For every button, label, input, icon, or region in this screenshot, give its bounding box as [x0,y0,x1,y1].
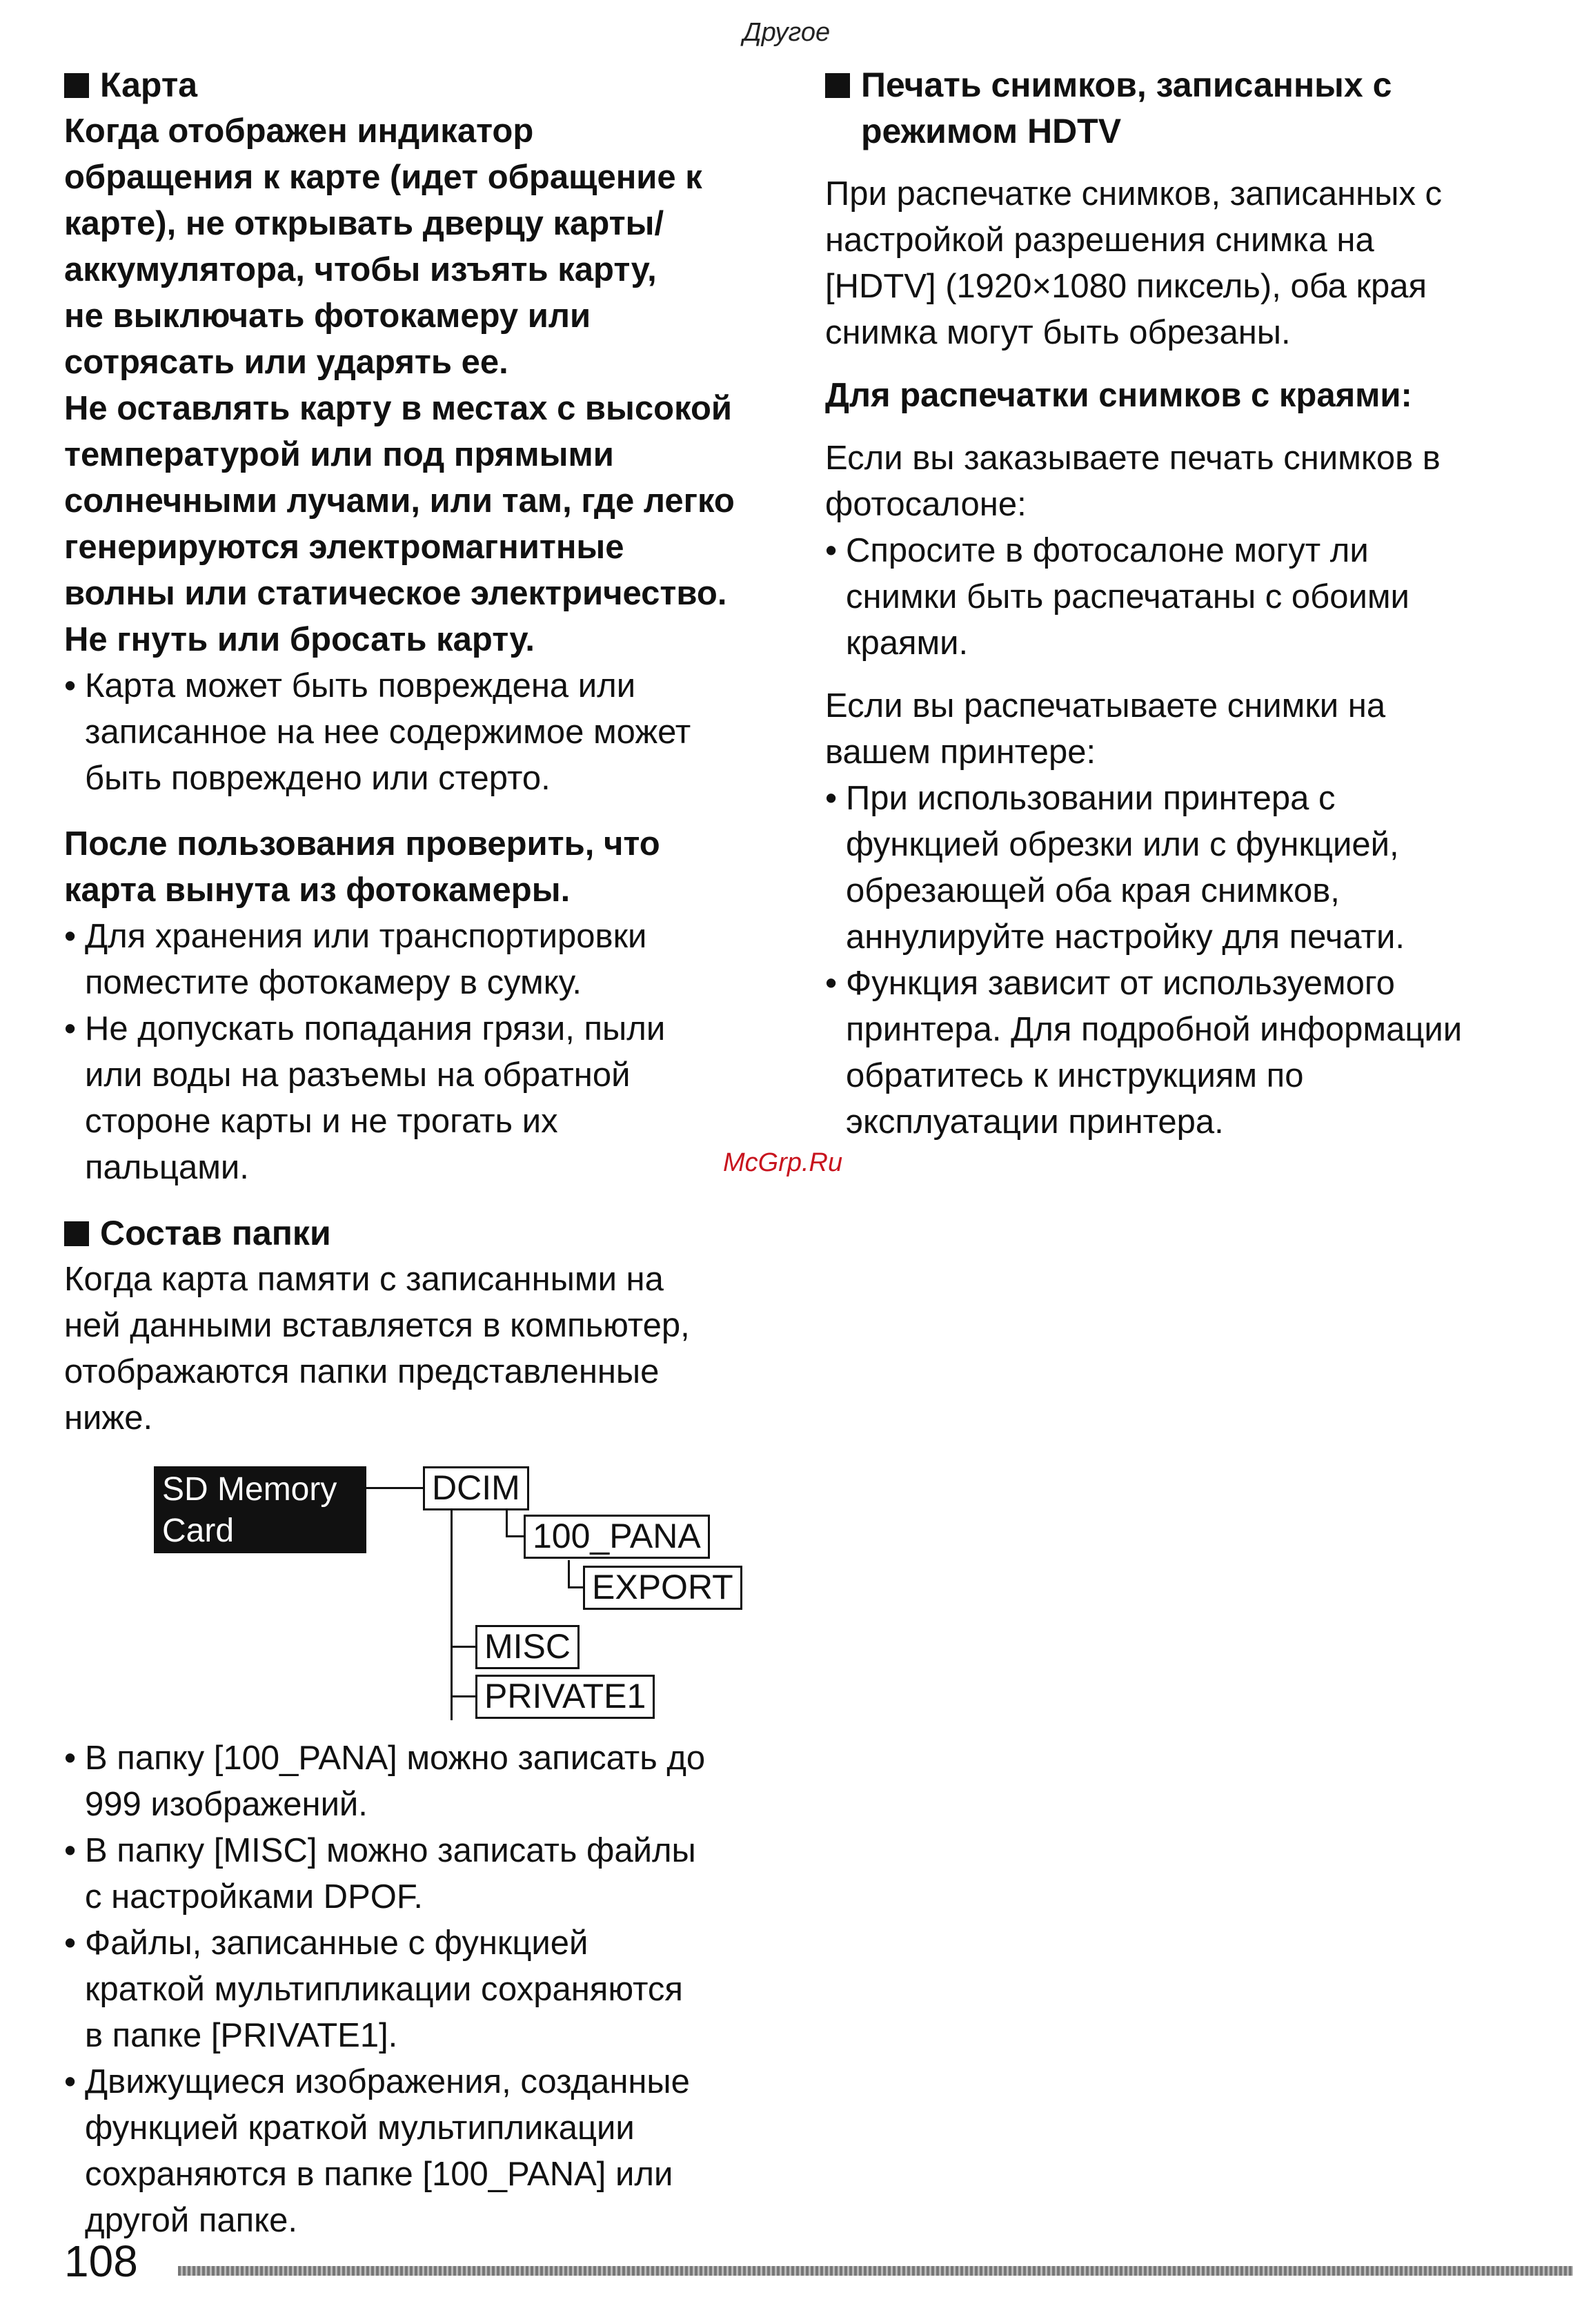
bullet-dot-icon: • [64,1924,77,1962]
text-line: снимка могут быть обрезаны. [825,314,1291,351]
text-line: настройкой разрешения снимка на [825,221,1374,259]
printer-bullet [825,961,1550,1145]
text-line: В папку [MISC] можно записать файлы [85,1832,696,1869]
tree-connector [568,1586,584,1588]
tree-connector [451,1646,477,1648]
text-line: вашем принтере: [825,733,1096,771]
text-line: краями. [846,624,969,662]
text-line: принтера. Для подробной информации [846,1011,1463,1048]
text-line: пальцами. [85,1149,249,1186]
text-line: отображаются папки представленные [64,1353,660,1390]
bullet-dot-icon: • [825,780,838,817]
folder-tree-diagram [154,1466,782,1735]
text-line: эксплуатации принтера. [846,1103,1224,1141]
bold-line: Не оставлять карту в местах с высокой [64,390,733,427]
text-line: снимки быть распечатаны с обоими [846,578,1409,616]
bold-line: солнечными лучами, или там, где легко [64,482,735,520]
card-bullet-storage [64,914,782,1006]
folder-section-title: Состав папки [64,1210,782,1257]
text-line: При распечатке снимков, записанных с [825,175,1443,213]
folder-misc: MISC [475,1625,580,1669]
bold-line: генерируются электромагнитные [64,529,624,566]
root-label-line: Card [162,1513,235,1549]
text-line: другой папке. [85,2202,297,2239]
bullet-dot-icon: • [64,1010,77,1047]
bullet-dot-icon: • [64,667,77,705]
text-line: записанное на нее содержимое может [85,713,691,751]
title-line: Печать снимков, записанных с [861,66,1392,104]
bold-line: Не гнуть или бросать карту. [64,621,535,658]
bold-line: сотрясать или ударять ее. [64,344,508,381]
text-line: в папке [PRIVATE1]. [85,2017,398,2054]
card-bullet-dirt [64,1006,782,1191]
hdtv-section-title [825,62,1550,155]
card-section-title: Карта [64,62,782,108]
bullet-dot-icon: • [64,918,77,955]
folder-export: EXPORT [583,1566,742,1610]
footer-bar [178,2266,1573,2276]
folder-bullet [64,2059,782,2244]
folder-100-pana: 100_PANA [524,1515,710,1559]
bold-line: обращения к карте (идет обращение к [64,159,702,196]
square-bullet-icon [825,73,850,98]
tree-connector [568,1560,570,1588]
title-line: режимом HDTV [861,112,1122,150]
text-line: Файлы, записанные с функцией [85,1924,588,1962]
text-line: функцией обрезки или с функцией, [846,826,1399,863]
bullet-dot-icon: • [64,2063,77,2100]
folder-intro [64,1257,782,1441]
text-line: с настройками DPOF. [85,1878,423,1916]
folder-bullet [64,1735,782,1828]
watermark: McGrp.Ru [723,1148,843,1177]
tree-connector [451,1695,477,1697]
square-bullet-icon [64,1221,89,1246]
text-line: Для хранения или транспортировки [85,918,647,955]
text-line: краткой мультипликации сохраняются [85,1971,683,2008]
right-column [825,62,1550,1145]
text-line: быть повреждено или стерто. [85,760,551,797]
bold-line: волны или статическое электричество. [64,575,727,612]
text-line: сохраняются в папке [100_PANA] или [85,2156,673,2193]
salon-bullet [825,528,1550,667]
bullet-dot-icon: • [64,1740,77,1777]
text-line: аннулируйте настройку для печати. [846,918,1405,956]
text-line: стороне карты и не трогать их [85,1103,558,1140]
printer-bullet [825,776,1550,961]
bullet-dot-icon: • [64,1832,77,1869]
text-line: фотосалоне: [825,486,1027,523]
text-line: поместите фотокамеру в сумку. [85,964,582,1001]
tree-connector [506,1535,525,1537]
square-bullet-icon [64,73,89,98]
edges-subtitle: Для распечатки снимков с краями: [825,377,1412,414]
printer-paragraph [825,683,1550,776]
text-line: ниже. [64,1399,153,1437]
text-line: Карта может быть повреждена или [85,667,636,705]
text-line: Когда карта памяти с записанными на [64,1261,664,1298]
text-line: Если вы заказываете печать снимков в [825,440,1441,477]
salon-paragraph [825,435,1550,528]
bullet-dot-icon: • [825,532,838,569]
bold-line: аккумулятора, чтобы изъять карту, [64,251,657,288]
root-label-line: SD Memory [162,1471,337,1508]
bold-line: Когда отображен индикатор [64,112,534,150]
text-line: Если вы распечатываете снимки на [825,687,1386,725]
text-line: Функция зависит от используемого [846,965,1395,1002]
bold-line: карта вынута из фотокамеры. [64,872,571,909]
page-header: Другое [742,18,831,47]
bullet-dot-icon: • [825,965,838,1002]
folder-dcim: DCIM [423,1466,529,1510]
left-column [64,62,782,2244]
bold-line: карте), не открывать дверцу карты/ [64,205,664,242]
bold-line: После пользования проверить, что [64,825,660,863]
text-line: Не допускать попадания грязи, пыли [85,1010,666,1047]
tree-connector [366,1487,424,1489]
bold-line: температурой или под прямыми [64,436,614,473]
text-line: При использовании принтера с [846,780,1336,817]
text-line: Спросите в фотосалоне могут ли [846,532,1369,569]
page-number: 108 [64,2236,138,2286]
text-line: Движущиеся изображения, созданные [85,2063,690,2100]
text-line: 999 изображений. [85,1786,368,1823]
text-line: функцией краткой мультипликации [85,2109,635,2147]
folder-bullet [64,1828,782,1920]
text-line: обратитесь к инструкциям по [846,1057,1304,1094]
hdtv-paragraph [825,171,1550,356]
bold-line: не выключать фотокамеру или [64,297,591,335]
tree-connector [451,1487,453,1720]
folder-bullet [64,1920,782,2059]
card-bullet-damage [64,663,782,802]
text-line: ней данными вставляется в компьютер, [64,1307,690,1344]
tree-connector [506,1510,508,1537]
text-line: [HDTV] (1920×1080 пиксель), оба края [825,268,1427,305]
text-line: или воды на разъемы на обратной [85,1056,631,1094]
text-line: обрезающей оба края снимков, [846,872,1340,909]
sd-memory-card-node [154,1466,366,1553]
after-use-heading [64,821,782,914]
folder-private1: PRIVATE1 [475,1675,655,1719]
card-warning-bold [64,108,782,663]
text-line: В папку [100_PANA] можно записать до [85,1740,706,1777]
